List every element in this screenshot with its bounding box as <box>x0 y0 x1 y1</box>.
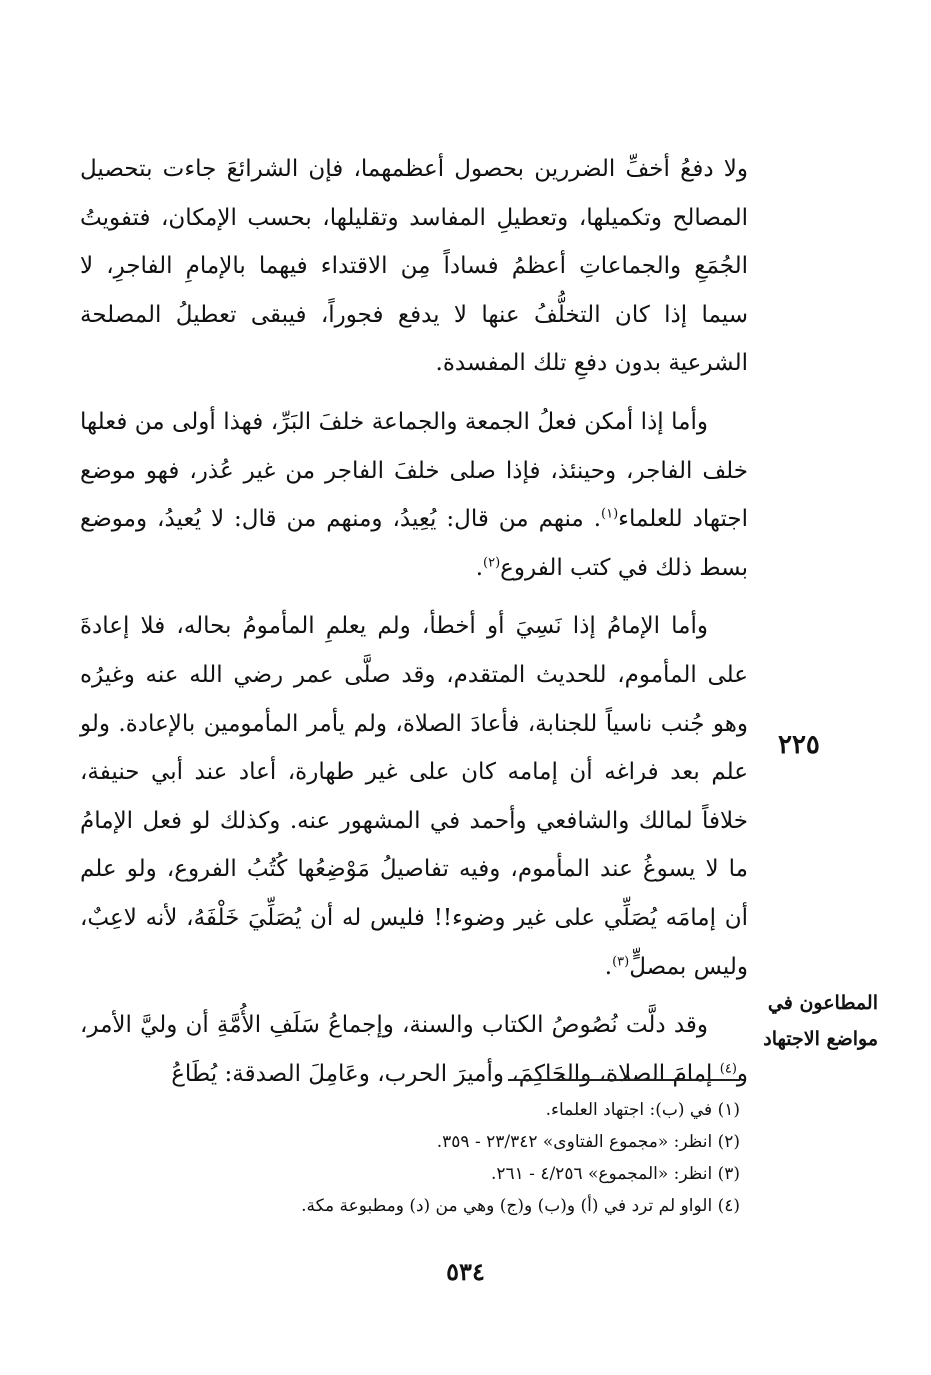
footnote-3: (٣) انظر: «المجموع» ٤/٢٥٦ - ٢٦١. <box>490 1164 740 1184</box>
footnote-ref-3[interactable]: (٣) <box>612 953 630 969</box>
footnote-divider <box>508 1079 740 1081</box>
paragraph-3: وأما الإمامُ إذا نَسِيَ أو أخطأ، ولم يعلمِ المأمومُ بحاله، فلا إعادةَ على المأموم، للحديث المتقدم، وقد صلَّى عمر رضي الله عنه وغيرُه وهو جُنب ناسياً للجنابة، فأعادَ الصلاة، ولم يأمر المأمومين بالإعادة. ولو علم بعد فراغه أن إمامه كان على غير طهارة، أعاد عند أبي حنيفة، خلافاً لمالك والشافعي وأحمد في المشهور عنه. وكذلك لو فعل الإمامُ ما لا يسوغُ عند المأموم، وفيه تفاصيلُ مَوْضِعُها كُتُبُ الفروع، ولو علم أن إمامَه يُصَلِّي على غير وضوء!! فليس له أن يُصَلِّيَ خَلْفَهُ، لأنه لاعِبٌ، وليس بمصلٍّ$^{(٣)}$. <box>80 613 749 980</box>
margin-heading: المطاعون في مواضع الاجتهاد <box>763 992 878 1050</box>
main-text <box>80 145 748 1108</box>
footnote-ref-1[interactable]: (١) <box>601 506 619 522</box>
paragraph-1: ولا دفعُ أخفِّ الضررين بحصول أعظمهما، فإن الشرائعَ جاءت بتحصيل المصالح وتكميلها، وتعطيلِ المفاسد وتقليلها، بحسب الإمكان، فتفويتُ الجُمَعِ والجماعاتِ أعظمُ فساداً مِن الاقتداء فيهما بالإمامِ الفاجرِ، لا سيما إذا كان التخلُّفُ عنها لا يدفع فجوراً، فيبقى تعطيلُ المصلحة الشرعية بدون دفعِ تلك المفسدة. <box>80 156 748 377</box>
footnote-ref-4[interactable]: (٤) <box>719 1061 737 1077</box>
paragraph-4: وقد دلَّت نُصُوصُ الكتاب والسنة، وإجماعُ سَلَفِ الأُمَّةِ أن وليَّ الأمر، و$^{(٤)}$ إمامَ الصلاة، والحَاكِمَ، وأميرَ الحرب، وعَامِلَ الصدقة: يُطَاعُ <box>80 1012 748 1087</box>
footnote-1: (١) في (ب): اجتهاد العلماء. <box>545 1100 740 1120</box>
footnotes <box>150 1094 740 1222</box>
page-number: ٥٣٤ <box>446 1257 485 1286</box>
footnote-ref-2[interactable]: (٢) <box>483 555 501 571</box>
footnote-2: (٢) انظر: «مجموع الفتاوى» ٢٣/٣٤٢ - ٣٥٩. <box>436 1132 740 1152</box>
margin-number: ٢٢٥ <box>778 730 820 760</box>
footnote-4: (٤) الواو لم ترد في (أ) و(ب) و(ج) وهي من (د) ومطبوعة مكة. <box>301 1196 740 1216</box>
paragraph-2: وأما إذا أمكن فعلُ الجمعة والجماعة خلفَ البَرِّ، فهذا أولى من فعلها خلف الفاجر، وحينئذ، فإذا صلى خلفَ الفاجر من غير عُذر، فهو موضع اجتهاد للعلماء$^{(١)}$. منهم من قال: يُعِيدُ، ومنهم من قال: لا يُعيدُ، وموضع بسط ذلك في كتب الفروع$^{(٢)}$. <box>80 408 748 581</box>
